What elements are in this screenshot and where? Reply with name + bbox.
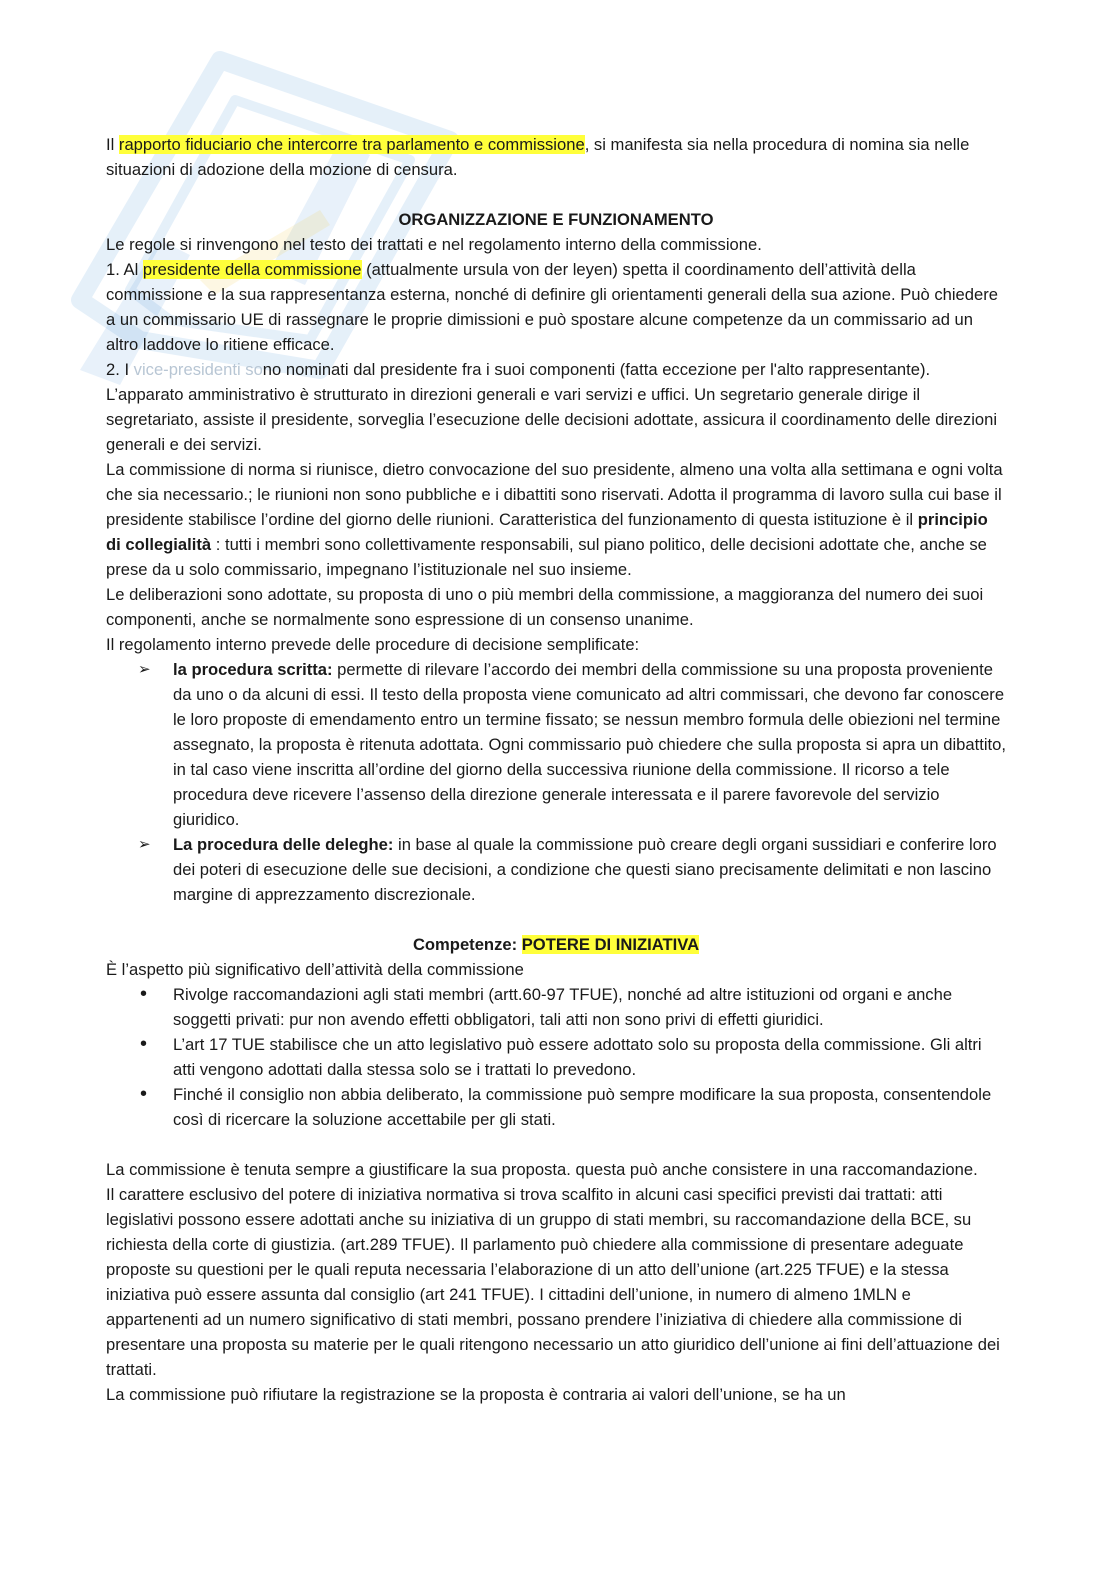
paragraph-carattere-esclusivo: Il carattere esclusivo del potere di iniziativa normativa si trova scalfito in alcuni casi specifici previsti dai trattati: atti legislativi possono essere adottati anche su iniziativa di un gruppo di stati membri, su raccomandazione della BCE, su richiesta della corte di giustizia. (art.289 TFUE). Il parlamento può chiedere alla commissione di presentare adeguate proposte su questioni per le quali reputa necessaria l’elaborazione di un atto dell’unione (art.225 TFUE) e la stessa iniziativa può essere assunta dal consiglio (art 241 TFUE). I cittadini dell’unione, in numero di almeno 1MLN e appartenenti ad un numero significativo di stati membri, possano prendere l’iniziativa di chiedere alla commissione di presentare una proposta su materie per le quali ritengono necessario un atto giuridico dell’unione ai fini dell’attuazione dei trattati. [106, 1185, 1000, 1379]
paragraph-rapporto-fiduciario: Il rapporto fiduciario che intercorre tra parlamento e commissione, si manifesta sia nella procedura di nomina sia nelle situazioni di adozione della mozione di censura. [106, 135, 970, 179]
dot-bullet-icon: • [140, 1033, 148, 1055]
highlight-rapporto-fiduciario: rapporto fiduciario che intercorre tra parlamento e commissione [118, 135, 585, 154]
paragraph-deliberazioni: Le deliberazioni sono adottate, su proposta di uno o più membri della commissione, a maggioranza del numero dei suoi componenti, anche se normalmente sono espressione di un consenso unanime. [106, 585, 984, 629]
competenze-list [106, 982, 1006, 1132]
paragraph-regolamento: Il regolamento interno prevede delle procedure di decisione semplificate: [106, 635, 640, 654]
paragraph-presidente: 1. Al presidente della commissione (attualmente ursula von der leyen) spetta il coordinamento dell’attività della commissione e la sua rappresentanza esterna, nonché di definire gli orientamenti generali della sua azione. Può chiedere a un commissario UE di rassegnare le proprie dimissioni e può spostare alcune competenze da un commissario ad un altro laddove lo ritiene efficace. [106, 260, 998, 354]
dot-bullet-icon: • [140, 983, 148, 1005]
list-item: • Rivolge raccomandazioni agli stati membri (artt.60-97 TFUE), nonché ad altre istituzioni od organi e anche soggetti privati: pur non avendo effetti obbligatori, tali atti non sono privi di effetti giuridici. [140, 983, 953, 1029]
paragraph-giustificare: La commissione è tenuta sempre a giustificare la sua proposta. questa può anche consistere in una raccomandazione. [106, 1160, 978, 1179]
procedure-list [106, 657, 1006, 907]
dot-bullet-icon: • [140, 1083, 148, 1105]
paragraph-riunioni: La commissione di norma si riunisce, dietro convocazione del suo presidente, almeno una volta alla settimana e ogni volta che sia necessario.; le riunioni non sono pubbliche e i dibattiti sono riservati. Adotta il programma di lavoro sulla cui base il presidente stabilisce l’ordine del giorno delle riunioni. Caratteristica del funzionamento di questa istituzione è il principio di collegialità : tutti i membri sono collettivamente responsabili, sul piano politico, delle decisioni adottate che, anche se prese da u solo commissario, impegnano l’istituzionale nel suo insieme. [106, 460, 1003, 579]
document-page [106, 132, 1006, 1407]
heading-competenze: Competenze: POTERE DI INIZIATIVA [412, 935, 700, 954]
arrow-bullet-icon: ➢ [138, 661, 151, 678]
list-item: • L’art 17 TUE stabilisce che un atto legislativo può essere adottato solo su proposta della commissione. Gli altri atti vengono adottati dalla stessa solo se i trattati lo prevedono. [140, 1033, 982, 1079]
bold-principio-collegialita: principio di collegialità [106, 510, 988, 554]
list-item: • Finché il consiglio non abbia deliberato, la commissione può sempre modificare la sua proposta, consentendole così di ricercare la soluzione accettabile per gli stati. [140, 1083, 992, 1129]
heading-organizzazione: ORGANIZZAZIONE E FUNZIONAMENTO [398, 210, 714, 229]
highlight-presidente: presidente della commissione [142, 260, 362, 279]
paragraph-aspetto: È l’aspetto più significativo dell’attività della commissione [106, 960, 524, 979]
paragraph-rifiutare: La commissione può rifiutare la registrazione se la proposta è contraria ai valori dell’unione, se ha un [106, 1385, 846, 1404]
paragraph-regole: Le regole si rinvengono nel testo dei trattati e nel regolamento interno della commissione. [106, 235, 762, 254]
list-item: ➢ La procedura delle deleghe: in base al quale la commissione può creare degli organi sussidiari e conferire loro dei poteri di esecuzione delle sue decisioni, a condizione che questi siano precisamente delimitati e non lascino margine di apprezzamento discrezionale. [106, 832, 1006, 907]
highlight-potere-iniziativa: POTERE DI INIZIATIVA [521, 935, 700, 954]
arrow-bullet-icon: ➢ [138, 836, 151, 853]
list-item: ➢ la procedura scritta: permette di rilevare l’accordo dei membri della commissione su una proposta proveniente da uno o da alcuni di essi. Il testo della proposta viene comunicato ad altri commissari, che devono far conoscere le loro proposte di emendamento entro un termine fissato; se nessun membro formula delle obiezioni nel termine assegnato, la proposta è ritenuta adottata. Ogni commissario può chiedere che sulla proposta si apra un dibattito, in tal caso viene inscritta all’ordine del giorno della successiva riunione della commissione. Il ricorso a tele procedura deve ricevere l’assenso della direzione generale interessata e il parere favorevole del servizio giuridico. [106, 657, 1006, 832]
paragraph-vice-presidenti: 2. I vice-presidenti sono nominati dal presidente fra i suoi componenti (fatta eccezione per l'alto rappresentante). L’apparato amministrativo è strutturato in direzioni generali e vari servizi e uffici. Un segretario generale dirige il segretariato, assiste il presidente, sorveglia l’esecuzione delle decisioni adottate, assicura il coordinamento delle direzioni generali e dei servizi. [106, 360, 998, 454]
